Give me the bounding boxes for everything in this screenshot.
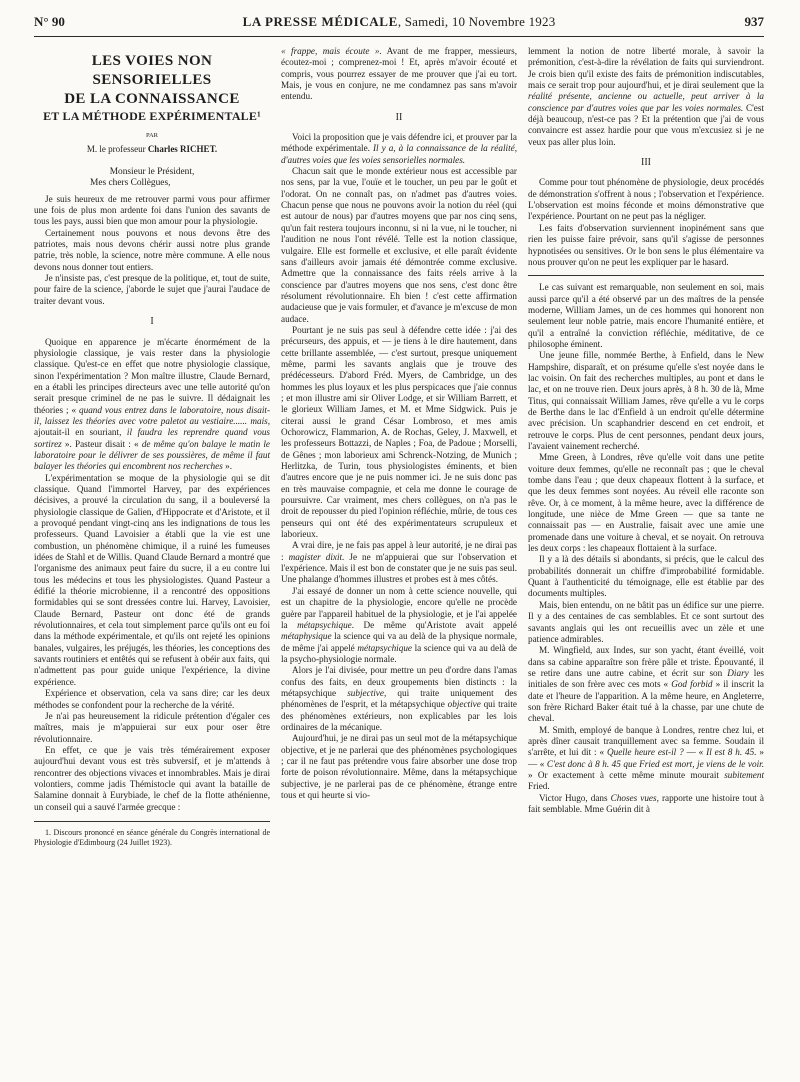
- paragraph: Les faits d'observation surviennent inopinément sans que rien les puisse faire prévoir, sans qu'il s'agisse de personnes hypnotisées ou sensitives. Or le bon sens le plus élémentaire va nous prouver qu'on ne peut les expliquer par le hasard.: [528, 222, 764, 267]
- byline-par: PAR: [145, 132, 159, 140]
- paragraph: M. Wingfield, aux Indes, sur son yacht, étant éveillé, voit dans sa cabine apparaître son frère pâle et triste. Épouvanté, il se retire dans une autre cabine, et écrit sur son Diary les initiales de son frère avec ces mots « God forbid » il inscrit la date et l'heure de l'apparition. A la même heure, en Angleterre, son frère Richard Baker était tué à la chasse, par une chute de cheval.: [528, 645, 764, 724]
- paragraph: Je n'ai pas heureusement la ridicule prétention d'égaler ces maîtres, mais je m'appuierai sur eux pour oser être révolutionnaire.: [34, 710, 270, 744]
- greeting-colleagues: Mes chers Collègues,: [90, 178, 171, 189]
- greeting-president: Monsieur le Président,: [109, 167, 195, 178]
- paragraph: Alors je l'ai divisée, pour mettre un peu d'ordre dans l'amas confus des faits, en deux groupements bien distincts : la métapsychique subjective, qui traite uniquement des phénomènes de l'esprit, et la métapsychique objective qui traite des phénomènes extérieurs, non explicables par les lois ordinaires de la mécanique.: [281, 665, 517, 732]
- section-heading-3: III: [641, 157, 651, 169]
- paragraph: Le cas suivant est remarquable, non seulement en soi, mais aussi parce qu'il a été observé par un des maîtres de la pensée moderne, William James, un de ces hommes qui honorent non seulement leur noble patrie, mais encore l'humanité entière, et qu'il a entraîné la conviction réfléchie, méditative, de ce philosophe éminent.: [528, 282, 764, 349]
- paragraph: Expérience et observation, cela va sans dire; car les deux méthodes se confondent pour la recherche de la vérité.: [34, 688, 270, 710]
- paragraph: M. Smith, employé de banque à Londres, rentre chez lui, et après dîner causait tranquillement avec sa femme. Soudain il s'arrête, et lui dit : « Quelle heure est-il ? — « Il est 8 h. 45. » — « C'est donc à 8 h. 45 que Fried est mort, je viens de le voir. » Or exactement à cette même minute mourait subitement Fried.: [528, 724, 765, 792]
- issue-date: , Samedi, 10 Novembre 1923: [397, 14, 556, 29]
- author-line: [34, 144, 270, 155]
- article-title: [34, 52, 270, 109]
- paragraph: « frappe, mais écoute ». Avant de me frapper, messieurs, écoutez-moi ; comprenez-moi ! Et, après m'avoir écouté et compris, vous pourrez essayer de me prouver que j'ai eu tort. Mais, je vous en conjure, ne me condamnez pas sans m'avoir entendu.: [281, 46, 517, 102]
- paragraph: Je suis heureux de me retrouver parmi vous pour affirmer une fois de plus mon ardente foi dans l'union des savants de tous les pays, aussi bien que mon amour pour la physiologie.: [34, 193, 270, 227]
- footnote-divider: [34, 821, 270, 822]
- paragraph: Pourtant je ne suis pas seul à défendre cette idée : j'ai des précurseurs, des appuis, et — je tiens à le dire hautement, dans cette brillante assemblée, — c'est surtout, presque uniquement même, parmi les savants anglais que je trouve des prédécesseurs. D'abord Fréd. Myers, de Cambridge, un des hommes les plus loyaux et les plus perspicaces que j'aie connus ; et mon illustre ami sir Oliver Lodge, et sir William Barrett, et le glorieux William James, et M. et Mme Sidgwick. Puis je citerai aussi le grand César Lombroso, et mes amis Ochorowicz, Flammarion, A. de Rochas, Geley, J. Maxwell, et les professeurs Bottazzi, de Naples ; Foa, de Padoue ; Morselli, de Gênes ; mon laborieux ami Schrenck-Notzing, de Munich ; Herlitzka, de Turin, tous physiologistes éminents, et bien d'autres encore que je ne puis nommer ici. Je ne suis donc pas en très mauvaise compagnie, et cela me donne le courage de poursuivre. Car vraiment, mes chers collègues, on n'a pas le droit de repousser du pied l'opinion réfléchie, mûrie, de tous ces penseurs qui ont été des expérimentateurs scrupuleux et laborieux.: [281, 324, 517, 540]
- author-name: Charles RICHET.: [147, 143, 218, 154]
- paragraph: Je n'insiste pas, c'est presque de la politique, et, tout de suite, pour faire de la science, j'aborde le sujet que j'aurai l'audace de traiter devant vous.: [34, 273, 270, 306]
- paragraph: Certainement nous pouvons et nous devons être des patriotes, mais nous devons chérir aussi notre plus grande patrie, très noble, la science, notre mère commune. A elle nous devons nous donner tout entiers.: [34, 227, 270, 272]
- paragraph: Chacun sait que le monde extérieur nous est accessible par nos sens, par la vue, l'ouïe et le toucher, un peu par le goût et l'odorat. On ne connaît pas, on n'admet pas d'autres voies. Chacun pense que nous ne pouvons avoir la notion du réel (qui est autour de nous) par d'autres moyens que par nos cinq sens, qu'un fait restera toujours inconnu, si ni la vue, ni le toucher, ni l'audition ne nous l'ont révélé. Telle est la notion classique, vulgaire. Elle est formelle et exclusive, et elle paraît évidente sans d'ailleurs avoir jamais été démontrée comme exclusive. Admettre que la connaissance des faits réels arrive à la conscience par d'autres moyens que nos sens, c'est donc être résolument révolutionnaire. Eh bien ! c'est cette affirmation audacieuse que je vais formuler, et d'avance je m'excuse de mon audace.: [281, 166, 517, 324]
- author-prefix: M. le professeur: [86, 143, 148, 154]
- footnote: 1. Discours prononcé en séance générale du Congrès international de Physiologie d'Edimbourg (24 Juillet 1923).: [34, 827, 270, 847]
- page-header: [34, 14, 764, 37]
- paragraph: A vrai dire, je ne fais pas appel à leur autorité, je ne dirai pas : magister dixit. Je ne m'appuierai que sur l'observation et l'expérience. Mais il est bon de constater que je ne suis pas seul. Une phalange d'hommes illustres et probes est à mes côtés.: [281, 540, 517, 585]
- section-divider: [528, 275, 764, 276]
- article-subtitle: ET LA MÉTHODE EXPÉRIMENTALE¹: [43, 109, 261, 123]
- paragraph: Quoique en apparence je m'écarte énormément de la physiologie classique, je vais rester dans la physiologie classique. Qu'est-ce en effet que notre physiologie classique, sinon l'expérimentation ? Mon maître illustre, Claude Bernard, en a établi les principes directeurs avec une telle autorité qu'on serait presque criminel de ne pas le suivre. Il dédaignait les théories ; « quand vous entrez dans le laboratoire, nous disait-il, laissez les théories avec votre paletot au vestiaire...... mais, ajoutait-il en souriant, il faudra les reprendre quand vous sortirez ». Pasteur disait : « de même qu'on balaye le matin le laboratoire pour le délivrer de ses poussières, de même il faut balayer les théories qui encombrent nos recherches ».: [34, 336, 270, 472]
- journal-name: LA PRESSE MÉDICALE: [242, 14, 398, 29]
- paragraph: lemment la notion de notre liberté morale, à savoir la prémonition, c'est-à-dire la révélation de faits qui surviendront. Je crois bien qu'il existe des faits de prémonition indiscutables, mais ce serait trop pour aujourd'hui, et je dirai seulement que la réalité présente, ancienne ou actuelle, peut arriver à la conscience par d'autres voies que par les voies normales. C'est déjà beaucoup, n'est-ce pas ? Et la prétention que j'ai de vous convaincre est assez hardie pour que vous m'excusiez si je ne veux pas aller plus loin.: [528, 46, 764, 147]
- issue-number: N° 90: [34, 14, 65, 29]
- column-3: [528, 46, 764, 815]
- paragraph: Aujourd'hui, je ne dirai pas un seul mot de la métapsychique objective, et je ne parlerai que des phénomènes psychologiques ; car il ne faut pas prétendre vous faire absorber une dose trop forte de poison révolutionnaire. Même, dans la métapsychique subjective, je ne parlerai pas de ce phénomène, étrange entre tous et qui heurte si vio-: [281, 733, 517, 800]
- paragraph: Il y a là des détails si abondants, si précis, que le calcul des probabilités donnerait un chiffre d'improbabilité formidable. Quant à l'authenticité du témoignage, elle est établie par des documents multiples.: [528, 554, 764, 599]
- paragraph: Une jeune fille, nommée Berthe, à Enfield, dans le New Hampshire, disparaît, et on présume qu'elle s'est noyée dans le lac voisin. On fait des recherches multiples, au pont et dans le lac, et on ne trouve rien. Deux jours après, à 8 h. 30 de là, Mme Titus, qui connaissait William James, rêve qu'elle a vu le corps de Berthe dans le lac d'Enfield à un endroit qu'elle détermine avec précision. Un scaphandrier descend en cet endroit, et retrouve le corps. Plus de cent personnes, pendant deux jours, l'avaient vainement recherché.: [528, 350, 764, 451]
- running-title: [34, 14, 764, 30]
- title-line-1: LES VOIES NON SENSORIELLES: [91, 53, 213, 88]
- column-2: [281, 46, 517, 801]
- paragraph: Mais, bien entendu, on ne bâtit pas un édifice sur une pierre. Il y a des centaines de cas semblables. Et ce sont surtout des savants anglais qui les ont recueillis avec un zèle et une patience admirables.: [528, 599, 764, 644]
- paragraph: Mme Green, à Londres, rêve qu'elle voit dans une petite voiture deux femmes, qu'elle ne reconnaît pas ; que le cheval tombe dans l'eau ; que deux chapeaux flottent à la surface, et que les deux femmes sont noyées. Au réveil elle raconte son rêve. Or, à ce moment, à la même heure, avec la différence de longitude, une nièce de Mme Green — que sa tante ne connaissait pas — en Australie, faisait avec une amie une promenade dans une voiture à cheval, et se noyait. On retrouva les deux corps : les chapeaux flottaient à la surface.: [528, 452, 764, 554]
- column-1: [34, 46, 270, 848]
- section-heading-2: II: [395, 111, 403, 123]
- section-heading-1: I: [150, 316, 154, 328]
- paragraph: J'ai essayé de donner un nom à cette science nouvelle, qui est un chapitre de la physiologie, encore qu'elle ne procède guère par l'appareil habituel de la physiologie, et je l'ai appelée la métapsychique. De même qu'Aristote avait appelé métaphysique la science qui va au delà de la physique normale, de même j'ai appelé métapsychique la science qui va au delà de la psycho-physiologie normale.: [281, 585, 517, 664]
- paragraph: Victor Hugo, dans Choses vues, rapporte une histoire tout à fait semblable. Mme Guérin dit à: [528, 792, 764, 814]
- title-line-2: DE LA CONNAISSANCE: [64, 91, 240, 107]
- page-number: 937: [744, 14, 764, 29]
- paragraph: En effet, ce que je vais très témérairement exposer aujourd'hui devant vous est très subversif, et je m'attends à rencontrer des objections vivaces et innombrables. Mais je dirai volontiers, comme jadis Thémistocle qui avant la bataille de Salamine donnait à Eurybiade, le chef de la flotte athénienne, un conseil qui a sauvé l'armée grecque :: [34, 744, 270, 812]
- paragraph: Voici la proposition que je vais défendre ici, et prouver par la méthode expérimentale. Il y a, à la connaissance de la réalité, d'autres voies que les voies sensorielles normales.: [281, 132, 518, 165]
- paragraph: L'expérimentation se moque de la physiologie qui se dit classique. Quand l'immortel Harvey, par des expériences décisives, a prouvé la circulation du sang, il a bouleversé la physiologie classique de Galien, d'Hippocrate et d'Aristote, et il a provoqué pendant vingt-cinq ans les indignations de tous les professeurs. Quand Lavoisier a établi que la vie est une combustion, un phénomène chimique, il a ruiné les fumeuses idées de Stahl et de Willis. Quand Claude Bernard a montré que l'organisme des animaux peut faire du sucre, il a eu contre lui tous les médecins et tous les physiologistes. Quand Pasteur a édifié la théorie microbienne, il a rencontré des oppositions formidables qui se sont dressées contre lui. Harvey, Lavoisier, Claude Bernard, Pasteur ont donc été de grands révolutionnaires, et cela tout simplement parce qu'ils ont eu foi dans la méthode expérimentale, et qu'ils ont rejeté les opinions banales, vulgaires, les préjugés, les théories, les conceptions des savants routiniers et entêtés qui se refusent à obéir aux faits, qui n'admettent pas pour guide unique l'expérience, la divine expérience.: [34, 472, 270, 687]
- paragraph: Comme pour tout phénomène de physiologie, deux procédés de démonstration s'offrent à nous ; l'observation et l'expérience. L'observation est moins féconde et moins démonstrative que l'expérience. Pourtant on ne peut pas la négliger.: [528, 177, 764, 222]
